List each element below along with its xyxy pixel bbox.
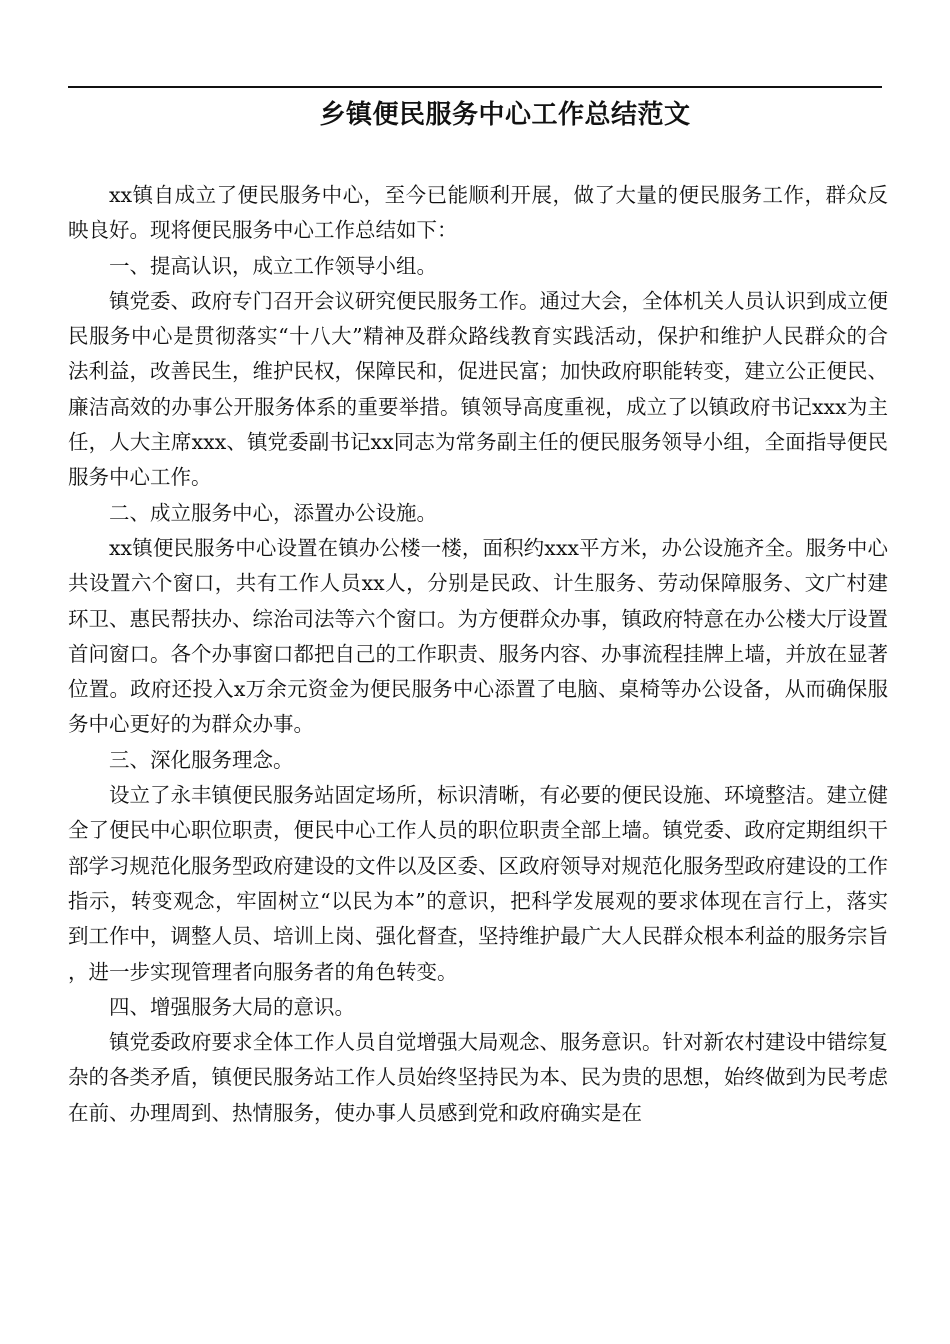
section-heading-2: 二、成立服务中心，添置办公设施。 — [109, 500, 437, 525]
paragraph-section-1: 镇党委、政府专门召开会议研究便民服务工作。通过大会，全体机关人员认识到成立便民服务中心是贯彻落实“十八大”精神及群众路线教育实践活动，保护和维护人民群众的合法利益，改善民生，维护民权，保障民和，促进民富；加快政府职能转变，建立公正便民、廉洁高效的办事公开服务体系的重要举措。镇领导高度重视，成立了以镇政府书记xxx为主任，人大主席xxx、镇党委副书记xx同志为常务副主任的便民服务领导小组，全面指导便民服务中心工作。 — [68, 288, 888, 490]
paragraph-section-2: xx镇便民服务中心设置在镇办公楼一楼，面积约xxx平方米，办公设施齐全。服务中心共设置六个窗口，共有工作人员xx人，分别是民政、计生服务、劳动保障服务、文广村建环卫、惠民帮扶办、综治司法等六个窗口。为方便群众办事，镇政府特意在办公楼大厅设置首问窗口。各个办事窗口都把自己的工作职责、服务内容、办事流程挂牌上墙，并放在显著位置。政府还投入x万余元资金为便民服务中心添置了电脑、桌椅等办公设备，从而确保服务中心更好的为群众办事。 — [68, 535, 888, 737]
section-heading-1: 一、提高认识，成立工作领导小组。 — [109, 253, 437, 278]
document-body — [68, 178, 888, 1131]
paragraph-intro: xx镇自成立了便民服务中心，至今已能顺利开展，做了大量的便民服务工作，群众反映良好。现将便民服务中心工作总结如下： — [68, 183, 888, 243]
section-heading-3: 三、深化服务理念。 — [109, 747, 294, 772]
document-title: 乡镇便民服务中心工作总结范文 — [319, 100, 691, 130]
header-rule — [68, 86, 882, 88]
section-heading-4: 四、增强服务大局的意识。 — [109, 994, 355, 1019]
paragraph-section-4: 镇党委政府要求全体工作人员自觉增强大局观念、服务意识。针对新农村建设中错综复杂的各类矛盾，镇便民服务站工作人员始终坚持民为本、民为贵的思想，始终做到为民考虑在前、办理周到、热情服务，使办事人员感到党和政府确实是在 — [68, 1030, 888, 1125]
paragraph-section-3: 设立了永丰镇便民服务站固定场所，标识清晰，有必要的便民设施、环境整洁。建立健全了便民中心职位职责，便民中心工作人员的职位职责全部上墙。镇党委、政府定期组织干部学习规范化服务型政府建设的文件以及区委、区政府领导对规范化服务型政府建设的工作指示，转变观念，牢固树立“以民为本”的意识，把科学发展观的要求体现在言行上，落实到工作中，调整人员、培训上岗、强化督查，坚持维护最广大人民群众根本利益的服务宗旨，进一步实现管理者向服务者的角色转变。 — [68, 783, 888, 984]
